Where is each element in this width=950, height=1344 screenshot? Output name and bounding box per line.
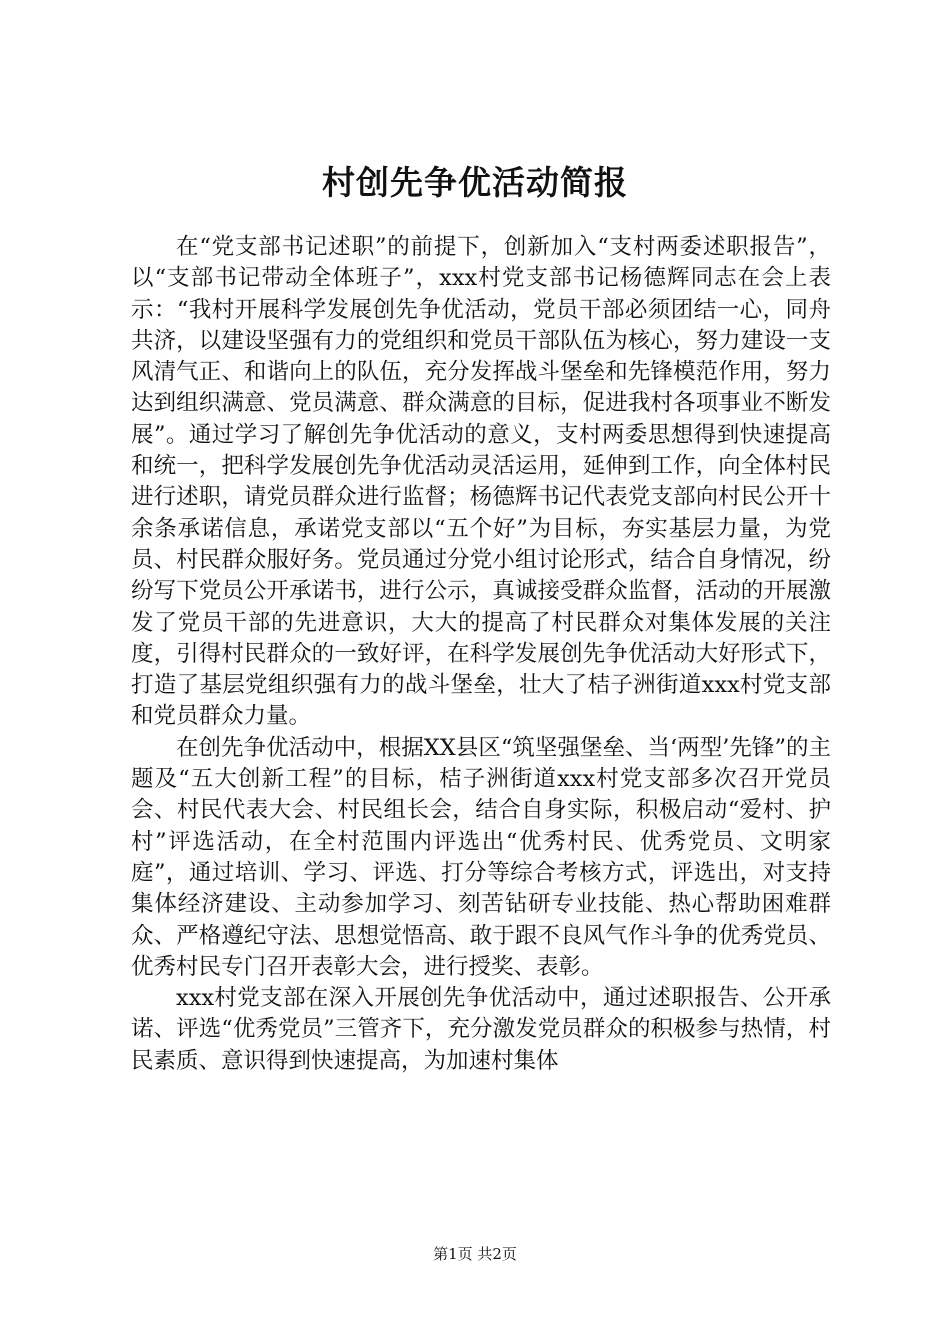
paragraph-3: xxx村党支部在深入开展创先争优活动中，通过述职报告、公开承诺、评选“优秀党员”三管齐下，充分激发党员群众的积极参与热情，村民素质、意识得到快速提高，为加速村集体: [131, 985, 831, 1074]
paragraph-1: 在“党支部书记述职”的前提下，创新加入“支村两委述职报告”，以“支部书记带动全体班子”，xxx村党支部书记杨德辉同志在会上表示：“我村开展科学发展创先争优活动，党员干部必须团结一心，同舟共济，以建设坚强有力的党组织和党员干部队伍为核心，努力建设一支风清气正、和谐向上的队伍，充分发挥战斗堡垒和先锋模范作用，努力达到组织满意、党员满意、群众满意的目标，促进我村各项事业不断发展”。通过学习了解创先争优活动的意义，支村两委思想得到快速提高和统一，把科学发展创先争优活动灵活运用，延伸到工作，向全体村民进行述职，请党员群众进行监督；杨德辉书记代表党支部向村民公开十余条承诺信息，承诺党支部以“五个好”为目标，夯实基层力量，为党员、村民群众服好务。党员通过分党小组讨论形式，结合自身情况，纷纷写下党员公开承诺书，进行公示，真诚接受群众监督，活动的开展激发了党员干部的先进意识，大大的提高了村民群众对集体发展的关注度，引得村民群众的一致好评，在科学发展创先争优活动大好形式下，打造了基层党组织强有力的战斗堡垒，壮大了桔子洲街道xxx村党支部和党员群众力量。: [131, 234, 831, 730]
document-body: [131, 232, 831, 1077]
document-title: 村创先争优活动简报: [322, 163, 628, 202]
paragraph-2: 在创先争优活动中，根据XX县区“筑坚强堡垒、当‘两型’先锋”的主题及“五大创新工程”的目标，桔子洲街道xxx村党支部多次召开党员会、村民代表大会、村民组长会，结合自身实际，积极启动“爱村、护村”评选活动，在全村范围内评选出“优秀村民、优秀党员、文明家庭”，通过培训、学习、评选、打分等综合考核方式，评选出，对支持集体经济建设、主动参加学习、刻苦钻研专业技能、热心帮助困难群众、严格遵纪守法、思想觉悟高、敢于跟不良风气作斗争的优秀党员、优秀村民专门召开表彰大会，进行授奖、表彰。: [131, 734, 831, 980]
page-footer: 第1页 共2页: [433, 1245, 517, 1263]
